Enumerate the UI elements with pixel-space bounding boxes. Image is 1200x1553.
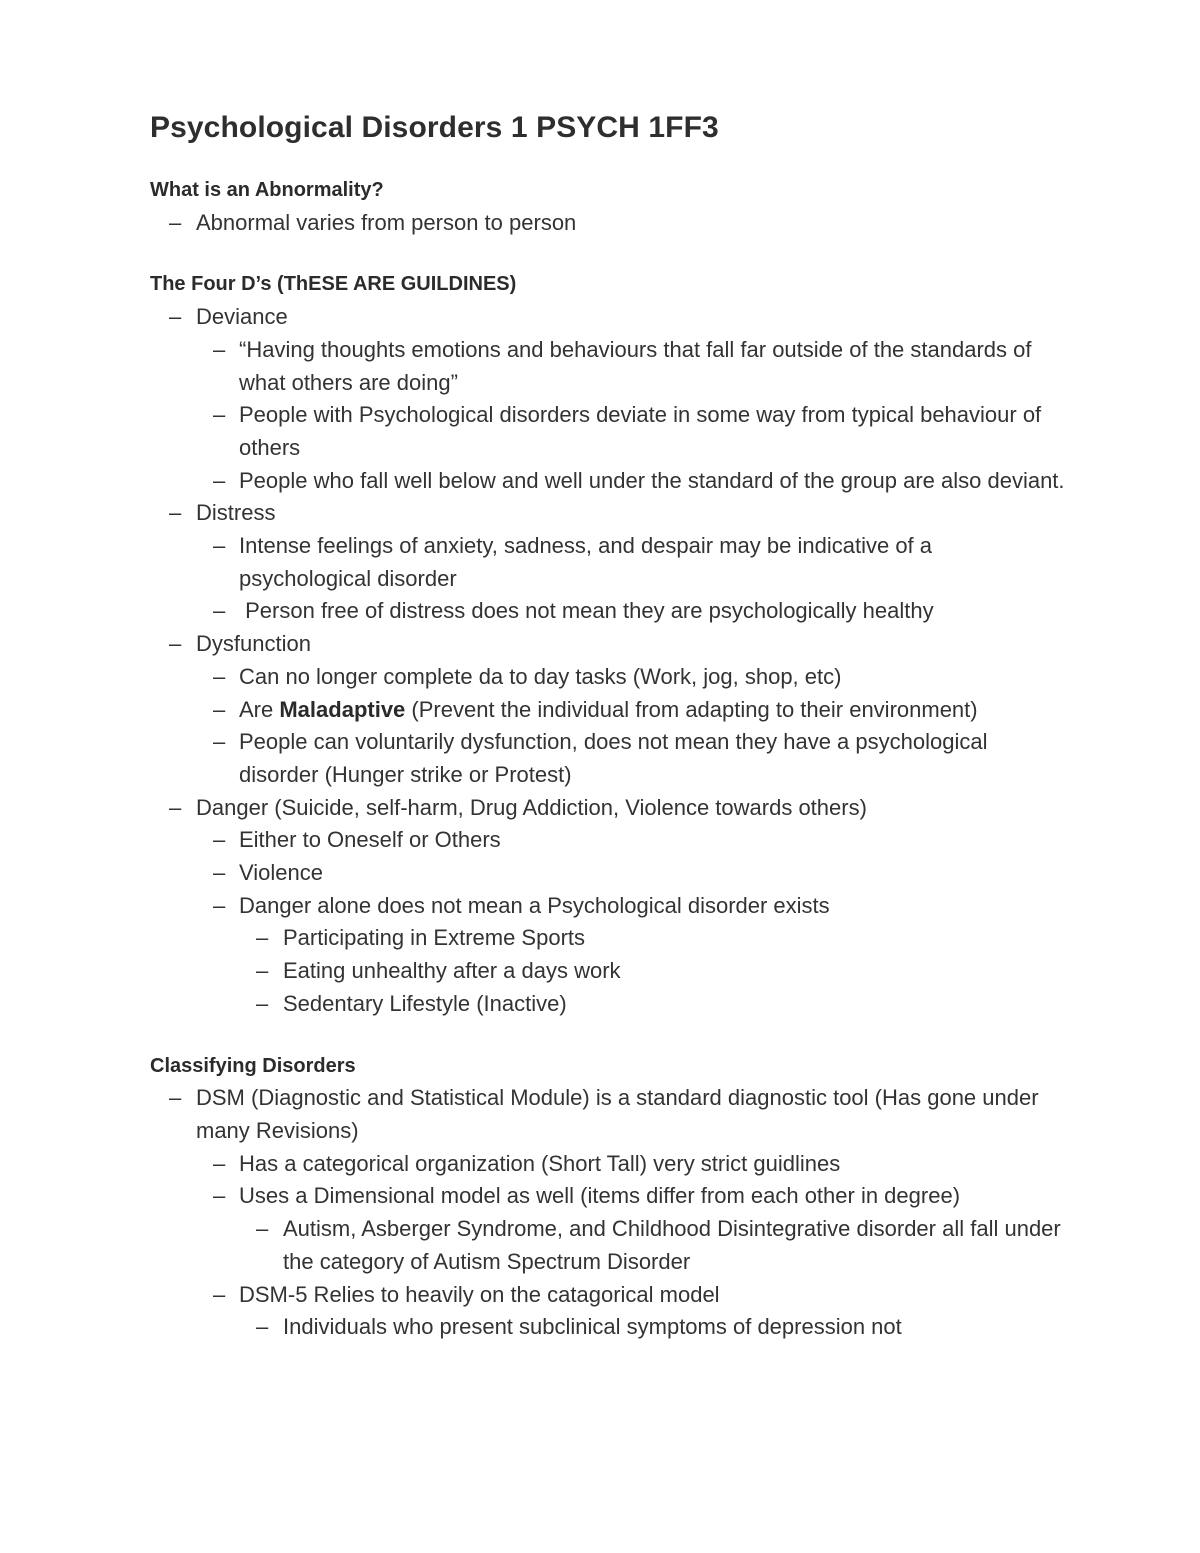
bullet-dash: – bbox=[256, 925, 269, 951]
bullet-dash: – bbox=[213, 1281, 226, 1307]
bullet-dash: – bbox=[213, 598, 226, 624]
bullet-dash: – bbox=[213, 1183, 226, 1209]
list-item: – Eating unhealthy after a days work bbox=[150, 955, 1070, 988]
list-item: – Participating in Extreme Sports bbox=[150, 922, 1070, 955]
document-title: Psychological Disorders 1 PSYCH 1FF3 bbox=[150, 111, 719, 144]
bullet-dash: – bbox=[213, 467, 226, 493]
bullet-dash: – bbox=[169, 1085, 182, 1111]
bullet-dash: – bbox=[213, 860, 226, 886]
bullet-dash: – bbox=[213, 533, 226, 559]
bullet-dash: – bbox=[213, 827, 226, 853]
list-item: – People can voluntarily dysfunction, does not mean they have a psychological disorder (Hunger strike or Protest) bbox=[150, 726, 1070, 791]
list-item-dsm: – DSM (Diagnostic and Statistical Module) is a standard diagnostic tool (Has gone under many Revisions) bbox=[150, 1082, 1070, 1147]
list-item: – Autism, Asberger Syndrome, and Childhood Disintegrative disorder all fall under the category of Autism Spectrum Disorder bbox=[150, 1213, 1070, 1278]
list-item: – Danger alone does not mean a Psychological disorder exists bbox=[150, 890, 1070, 923]
bullet-dash: – bbox=[213, 1150, 226, 1176]
list-item-danger: – Danger (Suicide, self-harm, Drug Addiction, Violence towards others) bbox=[150, 792, 1070, 825]
list-item: – Has a categorical organization (Short Tall) very strict guidlines bbox=[150, 1148, 1070, 1181]
bullet-dash: – bbox=[256, 1216, 269, 1242]
four-ds-list bbox=[150, 301, 1070, 1020]
bullet-dash: – bbox=[169, 304, 182, 330]
list-item: – DSM-5 Relies to heavily on the catagorical model bbox=[150, 1279, 1070, 1312]
list-item: – “Having thoughts emotions and behaviours that fall far outside of the standards of what others are doing” bbox=[150, 334, 1070, 399]
bullet-dash: – bbox=[256, 1314, 269, 1340]
bullet-dash: – bbox=[213, 663, 226, 689]
list-item: – People with Psychological disorders deviate in some way from typical behaviour of others bbox=[150, 399, 1070, 464]
document-page bbox=[150, 108, 1070, 1344]
list-item: – Sedentary Lifestyle (Inactive) bbox=[150, 988, 1070, 1021]
classifying-list bbox=[150, 1082, 1070, 1344]
list-item: – Uses a Dimensional model as well (items differ from each other in degree) bbox=[150, 1180, 1070, 1213]
bullet-dash: – bbox=[213, 402, 226, 428]
list-item: – Intense feelings of anxiety, sadness, and despair may be indicative of a psychological disorder bbox=[150, 530, 1070, 595]
list-item: – Either to Oneself or Others bbox=[150, 824, 1070, 857]
bullet-dash: – bbox=[256, 958, 269, 984]
bullet-dash: – bbox=[256, 990, 269, 1016]
bullet-dash: – bbox=[213, 696, 226, 722]
abnormality-list bbox=[150, 207, 1070, 240]
bullet-dash: – bbox=[169, 209, 182, 235]
list-item: – Can no longer complete da to day tasks (Work, jog, shop, etc) bbox=[150, 661, 1070, 694]
bullet-dash: – bbox=[213, 336, 226, 362]
list-item: – People who fall well below and well under the standard of the group are also deviant. bbox=[150, 465, 1070, 498]
bullet-dash: – bbox=[169, 794, 182, 820]
list-item-deviance: – Deviance bbox=[150, 301, 1070, 334]
section-heading-abnormality: What is an Abnormality? bbox=[150, 179, 384, 201]
list-item: – Violence bbox=[150, 857, 1070, 890]
list-item-distress: – Distress bbox=[150, 497, 1070, 530]
section-heading-classifying: Classifying Disorders bbox=[150, 1054, 356, 1077]
section-heading-four-ds: The Four D’s (ThESE ARE GUILDINES) bbox=[150, 273, 517, 296]
maladaptive-term: Maladaptive bbox=[279, 696, 406, 722]
list-item: – Person free of distress does not mean they are psychologically healthy bbox=[150, 595, 1070, 628]
list-item: – Individuals who present subclinical symptoms of depression not bbox=[150, 1311, 1070, 1344]
bullet-dash: – bbox=[213, 892, 226, 918]
bullet-dash: – bbox=[213, 729, 226, 755]
list-item-maladaptive: – Are Maladaptive (Prevent the individual from adapting to their environment) bbox=[150, 694, 1070, 727]
list-item: – Abnormal varies from person to person bbox=[150, 207, 1070, 240]
list-item-dysfunction: – Dysfunction bbox=[150, 628, 1070, 661]
bullet-dash: – bbox=[169, 631, 182, 657]
bullet-dash: – bbox=[169, 500, 182, 526]
